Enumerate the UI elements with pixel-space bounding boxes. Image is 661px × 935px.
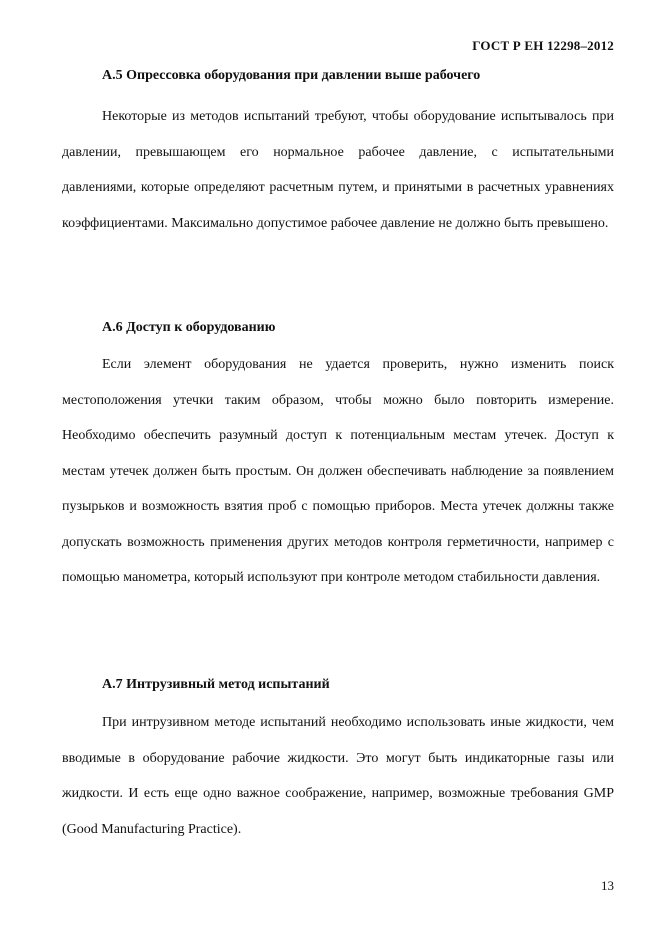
section-title: А.7 Интрузивный метод испытаний bbox=[102, 677, 330, 692]
document-header: ГОСТ Р ЕН 12298–2012 bbox=[472, 38, 614, 53]
section-paragraph: Если элемент оборудования не удается проверить, нужно изменить поиск местоположения утечки таким образом, чтобы можно было повторить измерение. Необходимо обеспечить разумный доступ к потенциальным местам утечек. Доступ к местам утечек должен быть простым. Он должен обеспечивать наблюдение за появлением пузырьков и возможность взятия проб с помощью приборов. Места утечек должны также допускать возможность применения других методов контроля герметичности, например с помощью манометра, который используют при контроле методом стабильности давления. bbox=[62, 357, 614, 585]
section-title: А.6 Доступ к оборудованию bbox=[102, 320, 276, 335]
section-a5 bbox=[62, 68, 614, 241]
section-title: А.5 Опрессовка оборудования при давлении выше рабочего bbox=[102, 68, 481, 83]
section-paragraph: Некоторые из методов испытаний требуют, чтобы оборудование испытывалось при давлении, превышающем его нормальное рабочее давление, с испытательными давлениями, которые определяют расчетным путем, и принятыми в расчетных уравнениях коэффициентами. Максимально допустимое рабочее давление не должно быть превышено. bbox=[62, 109, 614, 231]
section-a6 bbox=[62, 320, 614, 596]
page-number: 13 bbox=[601, 878, 614, 893]
section-a7 bbox=[62, 677, 614, 847]
section-paragraph: При интрузивном методе испытаний необходимо использовать иные жидкости, чем вводимые в оборудование рабочие жидкости. Это могут быть индикаторные газы или жидкости. И есть еще одно важное соображение, например, возможные требования GMP (Good Manufacturing Practice). bbox=[62, 715, 614, 837]
